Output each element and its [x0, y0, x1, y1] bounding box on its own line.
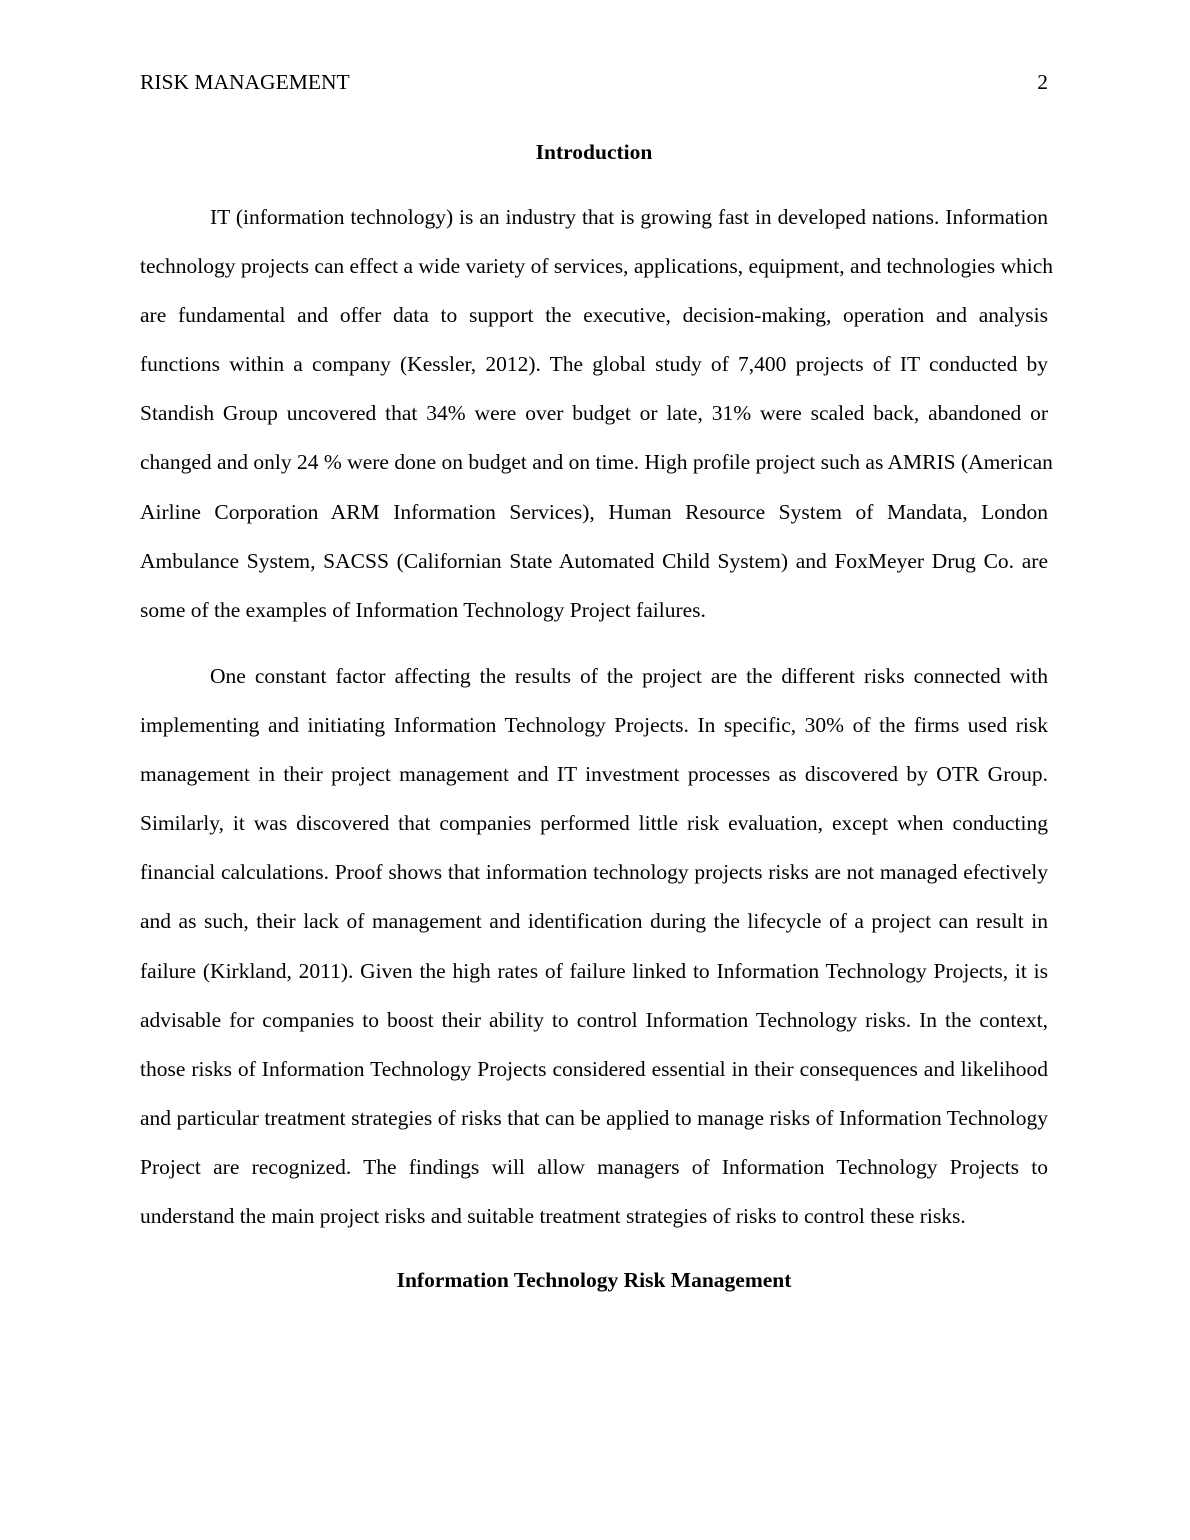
text-line: Standish Group uncovered that 34% were over budget or late, 31% were scaled back, abandoned or — [140, 401, 1048, 426]
text-line: and as such, their lack of management and identification during the lifecycle of a project can result in — [140, 909, 1048, 934]
paragraph-1 — [140, 203, 1054, 645]
section-heading-it-risk-management: Information Technology Risk Management — [396, 1268, 792, 1292]
text-line: understand the main project risks and suitable treatment strategies of risks to control these risks. — [140, 1204, 966, 1229]
text-line: IT (information technology) is an industry that is growing fast in developed nations. Information — [210, 205, 1048, 229]
text-line: those risks of Information Technology Projects considered essential in their consequences and likelihood — [140, 1056, 1048, 1081]
text-line: functions within a company (Kessler, 2012). The global study of 7,400 projects of IT conducted by — [140, 352, 1048, 377]
text-line: are fundamental and offer data to support the executive, decision-making, operation and analysis — [140, 303, 1048, 328]
text-line: and particular treatment strategies of risks that can be applied to manage risks of Information Technology — [140, 1105, 1048, 1130]
page-header — [140, 70, 1048, 95]
text-line: One constant factor affecting the results of the project are the different risks connected with — [210, 664, 1048, 688]
running-head: RISK MANAGEMENT — [140, 70, 350, 94]
text-line: changed and only 24 % were done on budget and on time. High profile project such as AMRIS (American — [140, 450, 1053, 475]
text-line: management in their project management and IT investment processes as discovered by OTR Group. — [140, 762, 1048, 787]
page-number: 2 — [1037, 70, 1048, 94]
section-heading-introduction: Introduction — [535, 140, 653, 164]
text-line: technology projects can effect a wide variety of services, applications, equipment, and technologies which — [140, 254, 1054, 279]
text-line: failure (Kirkland, 2011). Given the high rates of failure linked to Information Technology Projects, it is — [140, 958, 1048, 983]
text-line: Project are recognized. The findings will allow managers of Information Technology Projects to — [140, 1154, 1048, 1179]
text-line: Similarly, it was discovered that companies performed little risk evaluation, except when conducting — [140, 811, 1048, 836]
text-line: financial calculations. Proof shows that information technology projects risks are not managed efectively — [140, 860, 1048, 885]
text-line: Airline Corporation ARM Information Services), Human Resource System of Mandata, London — [140, 499, 1048, 524]
text-line: advisable for companies to boost their ability to control Information Technology risks. In the context, — [140, 1007, 1048, 1032]
paragraph-2 — [140, 662, 1048, 1251]
text-line: implementing and initiating Information Technology Projects. In specific, 30% of the firms used risk — [140, 713, 1048, 738]
text-line: Ambulance System, SACSS (Californian State Automated Child System) and FoxMeyer Drug Co. are — [140, 548, 1048, 573]
text-line: some of the examples of Information Technology Project failures. — [140, 597, 706, 622]
